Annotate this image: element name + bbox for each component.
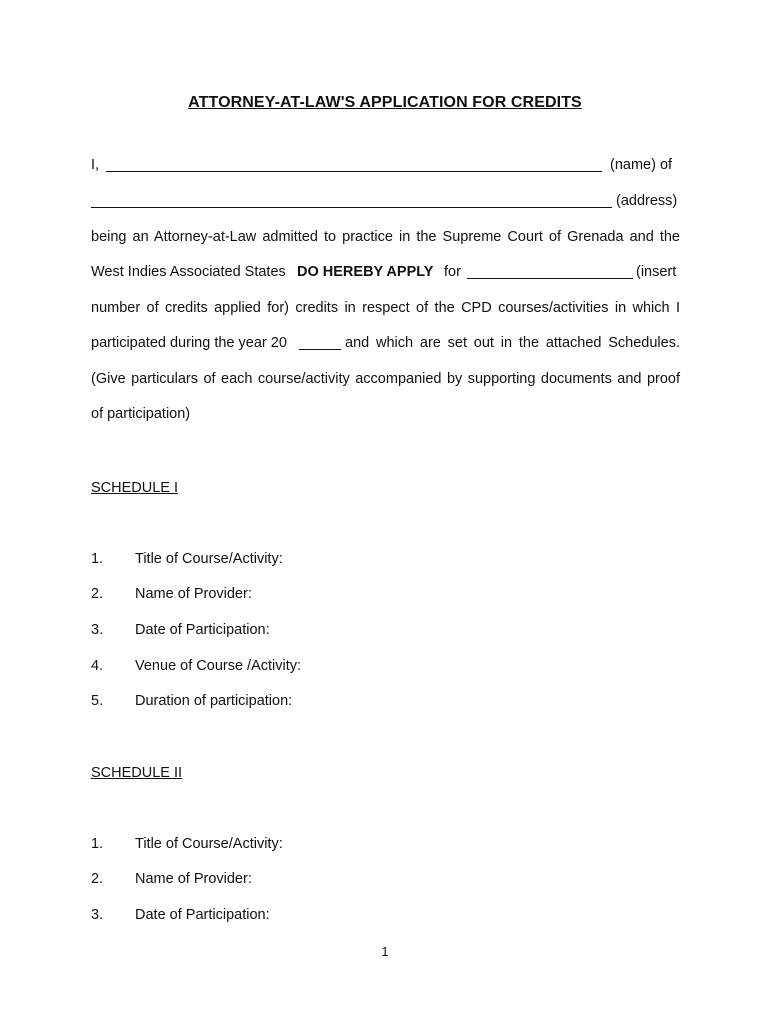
intro-line3: being an Attorney-at-Law admitted to practice in the Supreme Court of Grenada and the: [91, 229, 680, 245]
item-number: 1.: [91, 551, 104, 567]
item-number: 3.: [91, 907, 104, 923]
schedule-heading: SCHEDULE II: [91, 765, 183, 781]
item-number: 2.: [91, 586, 104, 602]
intro-line1-prefix: I,: [91, 157, 100, 173]
address-blank[interactable]: [91, 207, 612, 208]
document-title: ATTORNEY-AT-LAW'S APPLICATION FOR CREDITS: [188, 94, 582, 111]
item-number: 4.: [91, 658, 104, 674]
intro-line2-suffix: (address): [616, 193, 678, 209]
intro-line5: number of credits applied for) credits in respect of the CPD courses/activities in which I: [91, 300, 680, 316]
item-number: 5.: [91, 693, 104, 709]
intro-line4-bold: DO HEREBY APPLY: [297, 264, 434, 280]
item-label: Title of Course/Activity:: [135, 836, 283, 852]
year-blank[interactable]: [299, 349, 341, 350]
schedule-heading: SCHEDULE I: [91, 480, 179, 496]
intro-line7: (Give particulars of each course/activity accompanied by supporting documents and proof: [91, 371, 680, 387]
item-label: Date of Participation:: [135, 907, 270, 923]
item-label: Name of Provider:: [135, 586, 252, 602]
item-label: Venue of Course /Activity:: [135, 658, 302, 674]
intro-line1-suffix: (name) of: [610, 157, 673, 173]
item-label: Date of Participation:: [135, 622, 270, 638]
intro-line4-mid: for: [444, 264, 461, 280]
item-number: 3.: [91, 622, 104, 638]
item-number: 1.: [91, 836, 104, 852]
item-label: Title of Course/Activity:: [135, 551, 283, 567]
intro-line6-prefix: participated during the year 20: [91, 335, 287, 351]
intro-line4-prefix: West Indies Associated States: [91, 264, 286, 280]
credits-blank[interactable]: [467, 278, 633, 279]
intro-line8: of participation): [91, 406, 191, 422]
intro-line4-suffix: (insert: [636, 264, 677, 280]
name-blank[interactable]: [106, 171, 602, 172]
intro-line6-suffix: and which are set out in the attached Schedules.: [345, 335, 680, 351]
item-number: 2.: [91, 871, 104, 887]
item-label: Name of Provider:: [135, 871, 252, 887]
item-label: Duration of participation:: [135, 693, 293, 709]
page-number: 1: [381, 944, 389, 959]
